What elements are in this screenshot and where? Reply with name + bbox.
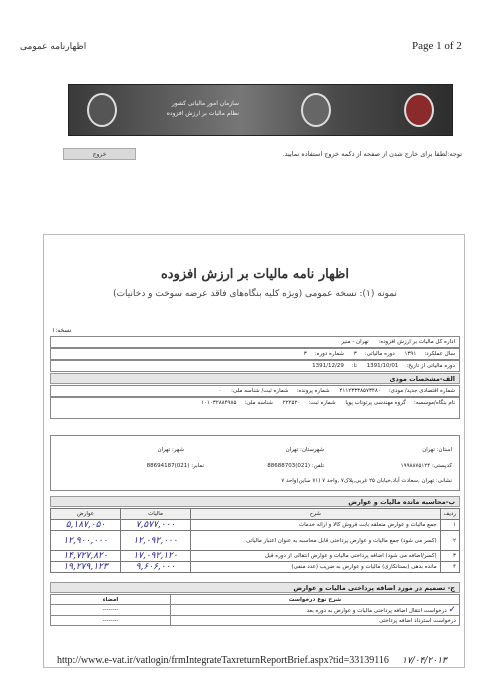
col-tax: مالیات [121,509,191,520]
page-url: http://www.e-vat.ir/vatlogin/frmIntegrateTaxreturnReportBrief.aspx?tid=33139116 [57,655,389,666]
table-row: ✓ درخواست انتقال اضافه پرداختی مالیات و عوارض به دوره بعد -------- [51,605,460,616]
emblem-icon [301,93,331,127]
col-request: شرح نوع درخواست [171,595,460,605]
city: شهرستان: تهران [285,447,324,453]
section-a-heading: الف-مشخصات مودی [50,373,460,384]
town: شهر: تهران [157,447,184,453]
col-desc: شرح [191,509,441,520]
checkmark-icon: ✓ [448,605,456,615]
year-row: سال عملکرد:۱۳۹۱ دوره مالیاتی:۳ شماره دوره:۳ [50,348,460,360]
col-toll: عوارض [51,509,121,520]
col-signature: امضاء [51,595,171,605]
postal-code: کدپستی: ۱۹۹۸۸۷۵۱۲۴ [400,463,452,469]
col-row: ردیف [440,509,459,520]
ministry-logo-icon [404,93,434,127]
economic-id-row: شماره اقتصادی جدید/ مودی:۴۱۱۲۳۳۳۸۵۷۳۴۸۰ شماره پرونده:شماره ثبت/ شناسه ملی: ۰ [50,385,460,397]
handwritten-date: ۱۷/۰۴/۲۰۱۳ [402,656,447,666]
office-row: اداره کل مالیات بر ارزش افزوده: تهران - منیر [50,336,460,348]
business-name-row: نام بنگاه/موسسه:گروه مهندسی پرتوتاب پویا شماره ثبت:۲۲۲۵۲۰ شناسه ملی:۱۰۱۰۳۲۸۸۴۹۸۵ [50,397,460,419]
table-row: ۴ مانده بدهی (بستانکاری) مالیات و عوارض به ضریب (عدد منفی) ۹,۶۰۶,۰۰۰ ۱۹,۲۷۹,۱۲۳ [51,562,460,573]
tax-org-logo-icon [87,93,117,127]
form-copy-number: نسخه:۱ [52,327,72,334]
fax: نمابر: (021)88694187 [146,463,204,469]
exit-button[interactable]: خروج [63,148,136,160]
phone: تلفن: (021)88688703 [267,463,324,469]
form-subtitle: نمونه (۱): نسخه عمومی (ویژه کلیه بنگاه‌های فاقد عرضه سوخت و دخانیات) [113,289,397,299]
section-c-heading: ج- تصمیم در مورد اضافه پرداختی مالیات و عوارض [50,582,460,593]
province: استان: تهران [422,447,452,453]
site-banner [68,84,453,136]
tax-return-form [43,234,465,668]
period-row: دوره مالیاتی از تاریخ:1391/10/01 تا:1391/12/29 [50,360,460,372]
address: نشانی: تهران ,سعادت آباد,خیابان ۲۵ غربی,پلاک۷ ,واحد ۷ (۷۱ ساین)واحد ۷ [281,478,452,484]
banner-line-1: سازمان امور مالیاتی کشور [171,100,239,107]
form-title: اظهار نامه مالیات بر ارزش افزوده [160,267,350,282]
tax-table [50,508,460,573]
banner-line-2: نظام مالیات بر ارزش افزوده [166,110,239,117]
table-row: ۲ (کسر می شود) جمع مالیات و عوارض پرداختی قابل محاسبه به عنوان اعتبار مالیاتی ۱۲,۰۹۲,۰۰۰ ۱۲,۹۰۰,۰۰۰ [51,531,460,551]
section-b-heading: ب-محاسبه مانده مالیات و عوارض [50,496,460,507]
browser-print-title: اظهارنامه عمومی [20,42,87,52]
table-row: ۱ جمع مالیات و عوارض متعلقه بابت فروش کالا و ارائه خدمات ۷,۵۷۷,۰۰۰ ۵,۱۸۷,۰۵۰ [51,520,460,531]
exit-note: توجه:لطفا برای خارج شدن از صفحه از دکمه خروج استفاده نمایید. [282,150,462,158]
decision-table [50,594,460,626]
table-row: درخواست استرداد اضافه پرداختی -------- [51,616,460,626]
table-row: ۳ (کسر/اضافه می شود) اضافه پرداختی مالیات و عوارض انتقالی از دوره قبل ۱۷,۰۹۲,۱۲۰ ۱۴,۷۲۷,۸۲۰ [51,551,460,562]
page-number: Page 1 of 2 [412,40,462,52]
